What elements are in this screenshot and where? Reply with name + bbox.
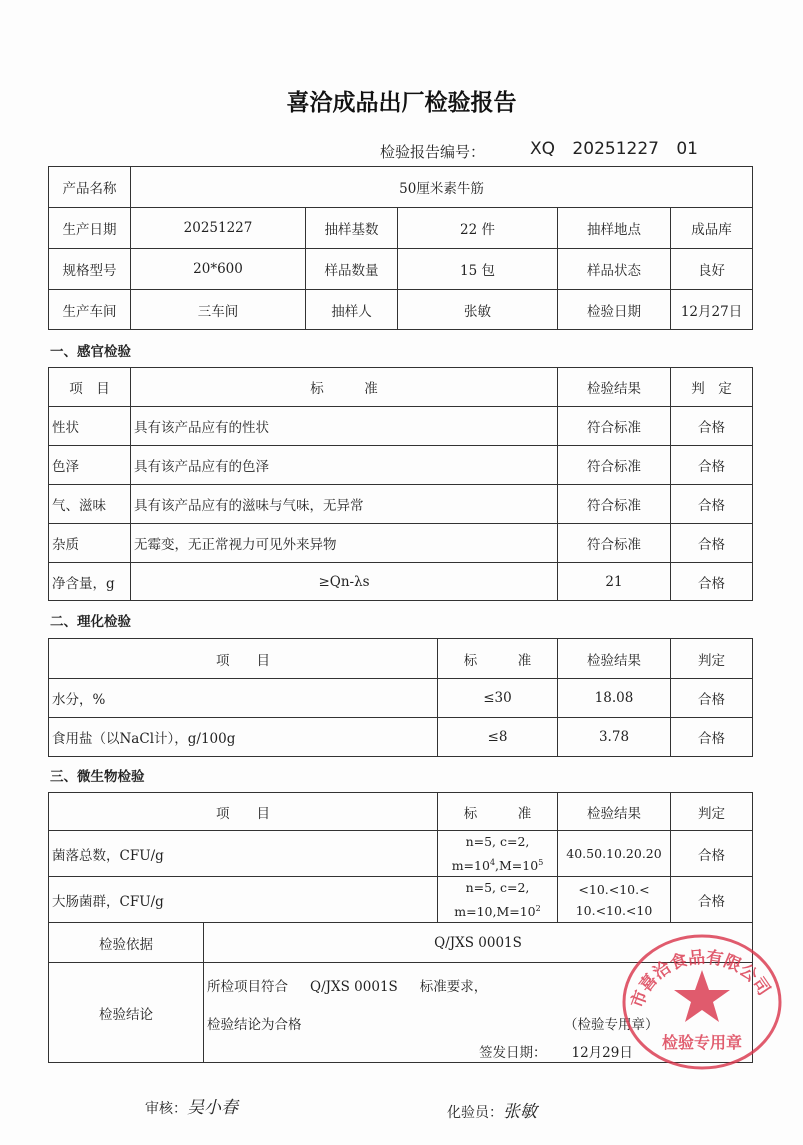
cell: 生产车间 [49,290,131,330]
section-heading-physchem: 二、理化检验 [50,614,131,630]
cell: 标 准 [438,639,558,679]
result-line: 10.<10.<10 [575,902,653,918]
cell: 判定 [671,793,753,831]
table-row [49,524,753,563]
cell: ≤8 [438,718,558,757]
cell: 抽样人 [306,290,398,330]
report-title: 喜洽成品出厂检验报告 [286,90,517,116]
product-info-table [48,166,753,330]
result-line: 40.50.10.20.20 [566,846,662,862]
cell: 合格 [671,524,753,563]
report-number-label: 检验报告编号： [380,143,486,161]
report-number-value: XQ 20251227 01 [530,139,698,159]
conclusion-result: 检验结论为合格 [207,1017,302,1034]
company-seal [620,930,785,1070]
cell: 合格 [671,877,753,923]
cell: 检验结果 [558,368,671,407]
cell: 项 目 [49,639,438,679]
table-row [49,407,753,446]
sensory-table [48,367,753,601]
cell: 菌落总数，CFU/g [49,831,438,877]
svg-text:检验专用章: 检验专用章 [661,1033,743,1052]
cell: 项 目 [49,368,131,407]
cell: 杂质 [49,524,131,563]
conclusion-label: 检验结论 [49,963,204,1063]
cell: 食用盐（以NaCl计），g/100g [49,718,438,757]
conclusion-text: 所检项目符合 [207,979,288,996]
cell: 三车间 [131,290,306,330]
cell: 21 [558,563,671,601]
table-header [49,793,753,831]
exponent: 5 [538,858,544,867]
cell: 合格 [671,679,753,718]
cell: 具有该产品应有的滋味与气味，无异常 [131,485,558,524]
text: m=10,M=10 [454,904,536,920]
cell: 判 定 [671,368,753,407]
result-line: <10.<10.< [578,881,650,897]
tester-signature [447,1097,537,1122]
cell: 生产日期 [49,208,131,249]
standard-cell [438,877,558,923]
label: 产品名称 [49,167,131,208]
reviewer-name: 吴小春 [187,1098,238,1118]
cell: 18.08 [558,679,671,718]
basis-label: 检验依据 [49,923,204,963]
cell: 合格 [671,718,753,757]
cell: ≥Qn-λs [131,563,558,601]
cell: 标 准 [131,368,558,407]
standard-cell [438,831,558,877]
std-line: n=5, c=2, [465,880,530,896]
std-line: n=5, c=2, [465,834,530,849]
cell: 3.78 [558,718,671,757]
table-row [49,718,753,757]
table-row [49,446,753,485]
cell: 合格 [671,563,753,601]
cell: 抽样基数 [306,208,398,249]
physchem-table [48,638,753,757]
cell: 具有该产品应有的色泽 [131,446,558,485]
cell: 成品库 [671,208,753,249]
cell: 符合标准 [558,524,671,563]
issue-date-label: 签发日期： [479,1045,547,1062]
cell: 色泽 [49,446,131,485]
cell: 合格 [671,831,753,877]
exponent: 2 [535,904,541,914]
exponent: 4 [489,858,496,867]
cell: 良好 [671,249,753,290]
cell: 22 件 [398,208,558,249]
cell: 15 包 [398,249,558,290]
cell: 合格 [671,407,753,446]
section-heading-micro: 三、微生物检验 [50,769,145,785]
cell: 20*600 [131,249,306,290]
table-row [49,679,753,718]
svg-text:市喜洽食品有限公司: 市喜洽食品有限公司 [627,947,774,1011]
cell: 无霉变，无正常视力可见外来异物 [131,524,558,563]
conclusion-standard: Q/JXS 0001S [310,979,398,996]
tester-label: 化验员： [447,1105,503,1121]
cell: 12月27日 [671,290,753,330]
cell: 样品数量 [306,249,398,290]
product-name: 50厘米素牛筋 [131,167,753,208]
std-line [441,898,554,922]
cell: 检验结果 [558,793,671,831]
reviewer-signature [145,1093,238,1118]
cell: 大肠菌群，CFU/g [49,877,438,923]
cell: 符合标准 [558,407,671,446]
cell: 20251227 [131,208,306,249]
cell: 具有该产品应有的性状 [131,407,558,446]
table-row [49,485,753,524]
cell: 标 准 [438,793,558,831]
cell: 样品状态 [558,249,671,290]
cell: 张敏 [398,290,558,330]
report-number [380,139,698,162]
result-cell [558,877,671,923]
basis-value: Q/JXS 0001S [204,923,753,963]
table-row [49,563,753,601]
text: m=10 [451,858,490,874]
cell: 气、滋味 [49,485,131,524]
cell: 判定 [671,639,753,679]
tester-name: 张敏 [503,1102,537,1122]
cell: 检验结果 [558,639,671,679]
conclusion-text: 标准要求， [419,979,488,996]
cell: 性状 [49,407,131,446]
cell: 符合标准 [558,446,671,485]
cell: 净含量，g [49,563,131,601]
cell: 水分，% [49,679,438,718]
cell: 规格型号 [49,249,131,290]
table-row [49,877,753,923]
cell: 检验日期 [558,290,671,330]
result-cell [558,831,671,877]
cell: 抽样地点 [558,208,671,249]
text: ,M=10 [495,858,539,874]
cell: 合格 [671,446,753,485]
table-row [49,831,753,877]
reviewer-label: 审核： [145,1101,187,1117]
std-line [441,852,554,876]
cell: 项 目 [49,793,438,831]
cell: ≤30 [438,679,558,718]
section-heading-sensory: 一、感官检验 [50,344,131,360]
issue-date: 12月29日 [571,1045,633,1062]
table-row [49,639,753,679]
table-row [49,368,753,407]
cell: 合格 [671,485,753,524]
cell: 符合标准 [558,485,671,524]
seal-note: （检验专用章） [564,1017,659,1034]
